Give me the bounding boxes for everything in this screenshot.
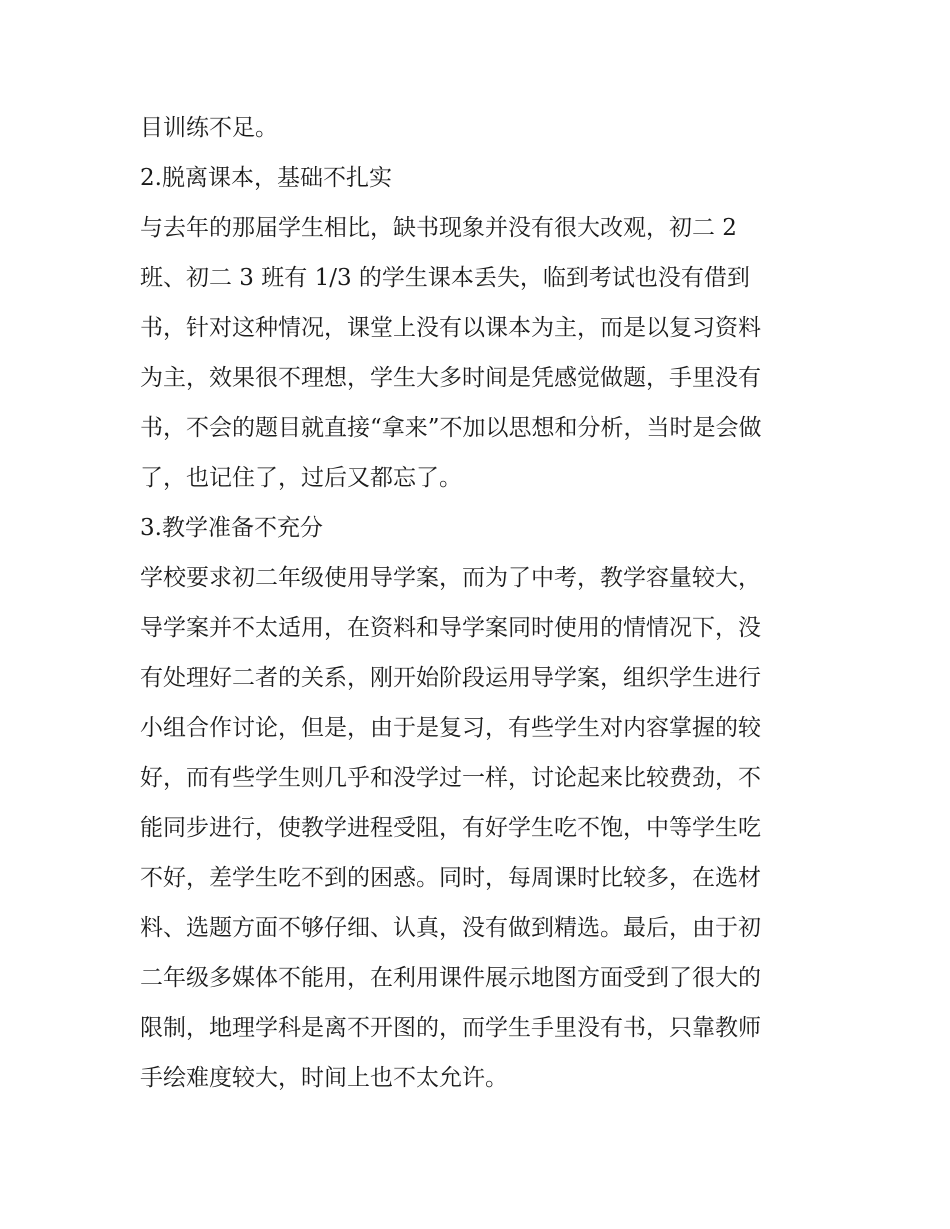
text-line: 手绘难度较大，时间上也不太允许。: [140, 1065, 508, 1091]
text-line: 料、选题方面不够仔细、认真，没有做到精选。最后，由于初: [140, 915, 761, 941]
text-line: 导学案并不太适用，在资料和导学案同时使用的情情况下，没: [140, 615, 761, 641]
text-line: 与去年的那届学生相比，缺书现象并没有很大改观，初二 2: [140, 215, 737, 241]
text-line: 了，也记住了，过后又都忘了。: [140, 465, 462, 491]
section-heading: 2.脱离课本，基础不扎实: [140, 165, 392, 191]
text-line: 书，不会的题目就直接“拿来”不加以思想和分析，当时是会做: [140, 415, 762, 441]
text-line: 为主，效果很不理想，学生大多时间是凭感觉做题，手里没有: [140, 365, 761, 391]
text-line: 限制，地理学科是离不开图的，而学生手里没有书，只靠教师: [140, 1015, 761, 1041]
text-line: 二年级多媒体不能用，在利用课件展示地图方面受到了很大的: [140, 965, 761, 991]
text-line: 班、初二 3 班有 1/3 的学生课本丢失，临到考试也没有借到: [140, 265, 750, 291]
text-line: 学校要求初二年级使用导学案，而为了中考，教学容量较大，: [140, 565, 761, 591]
text-line: 不好，差学生吃不到的困惑。同时，每周课时比较多，在选材: [140, 865, 761, 891]
text-line: 目训练不足。: [140, 115, 278, 141]
text-line: 好，而有些学生则几乎和没学过一样，讨论起来比较费劲，不: [140, 765, 761, 791]
text-line: 小组合作讨论，但是，由于是复习，有些学生对内容掌握的较: [140, 715, 761, 741]
text-line: 有处理好二者的关系，刚开始阶段运用导学案，组织学生进行: [140, 665, 761, 691]
text-line: 书，针对这种情况，课堂上没有以课本为主，而是以复习资料: [140, 315, 761, 341]
text-line: 能同步进行，使教学进程受阻，有好学生吃不饱，中等学生吃: [140, 815, 761, 841]
section-heading: 3.教学准备不充分: [140, 515, 323, 541]
